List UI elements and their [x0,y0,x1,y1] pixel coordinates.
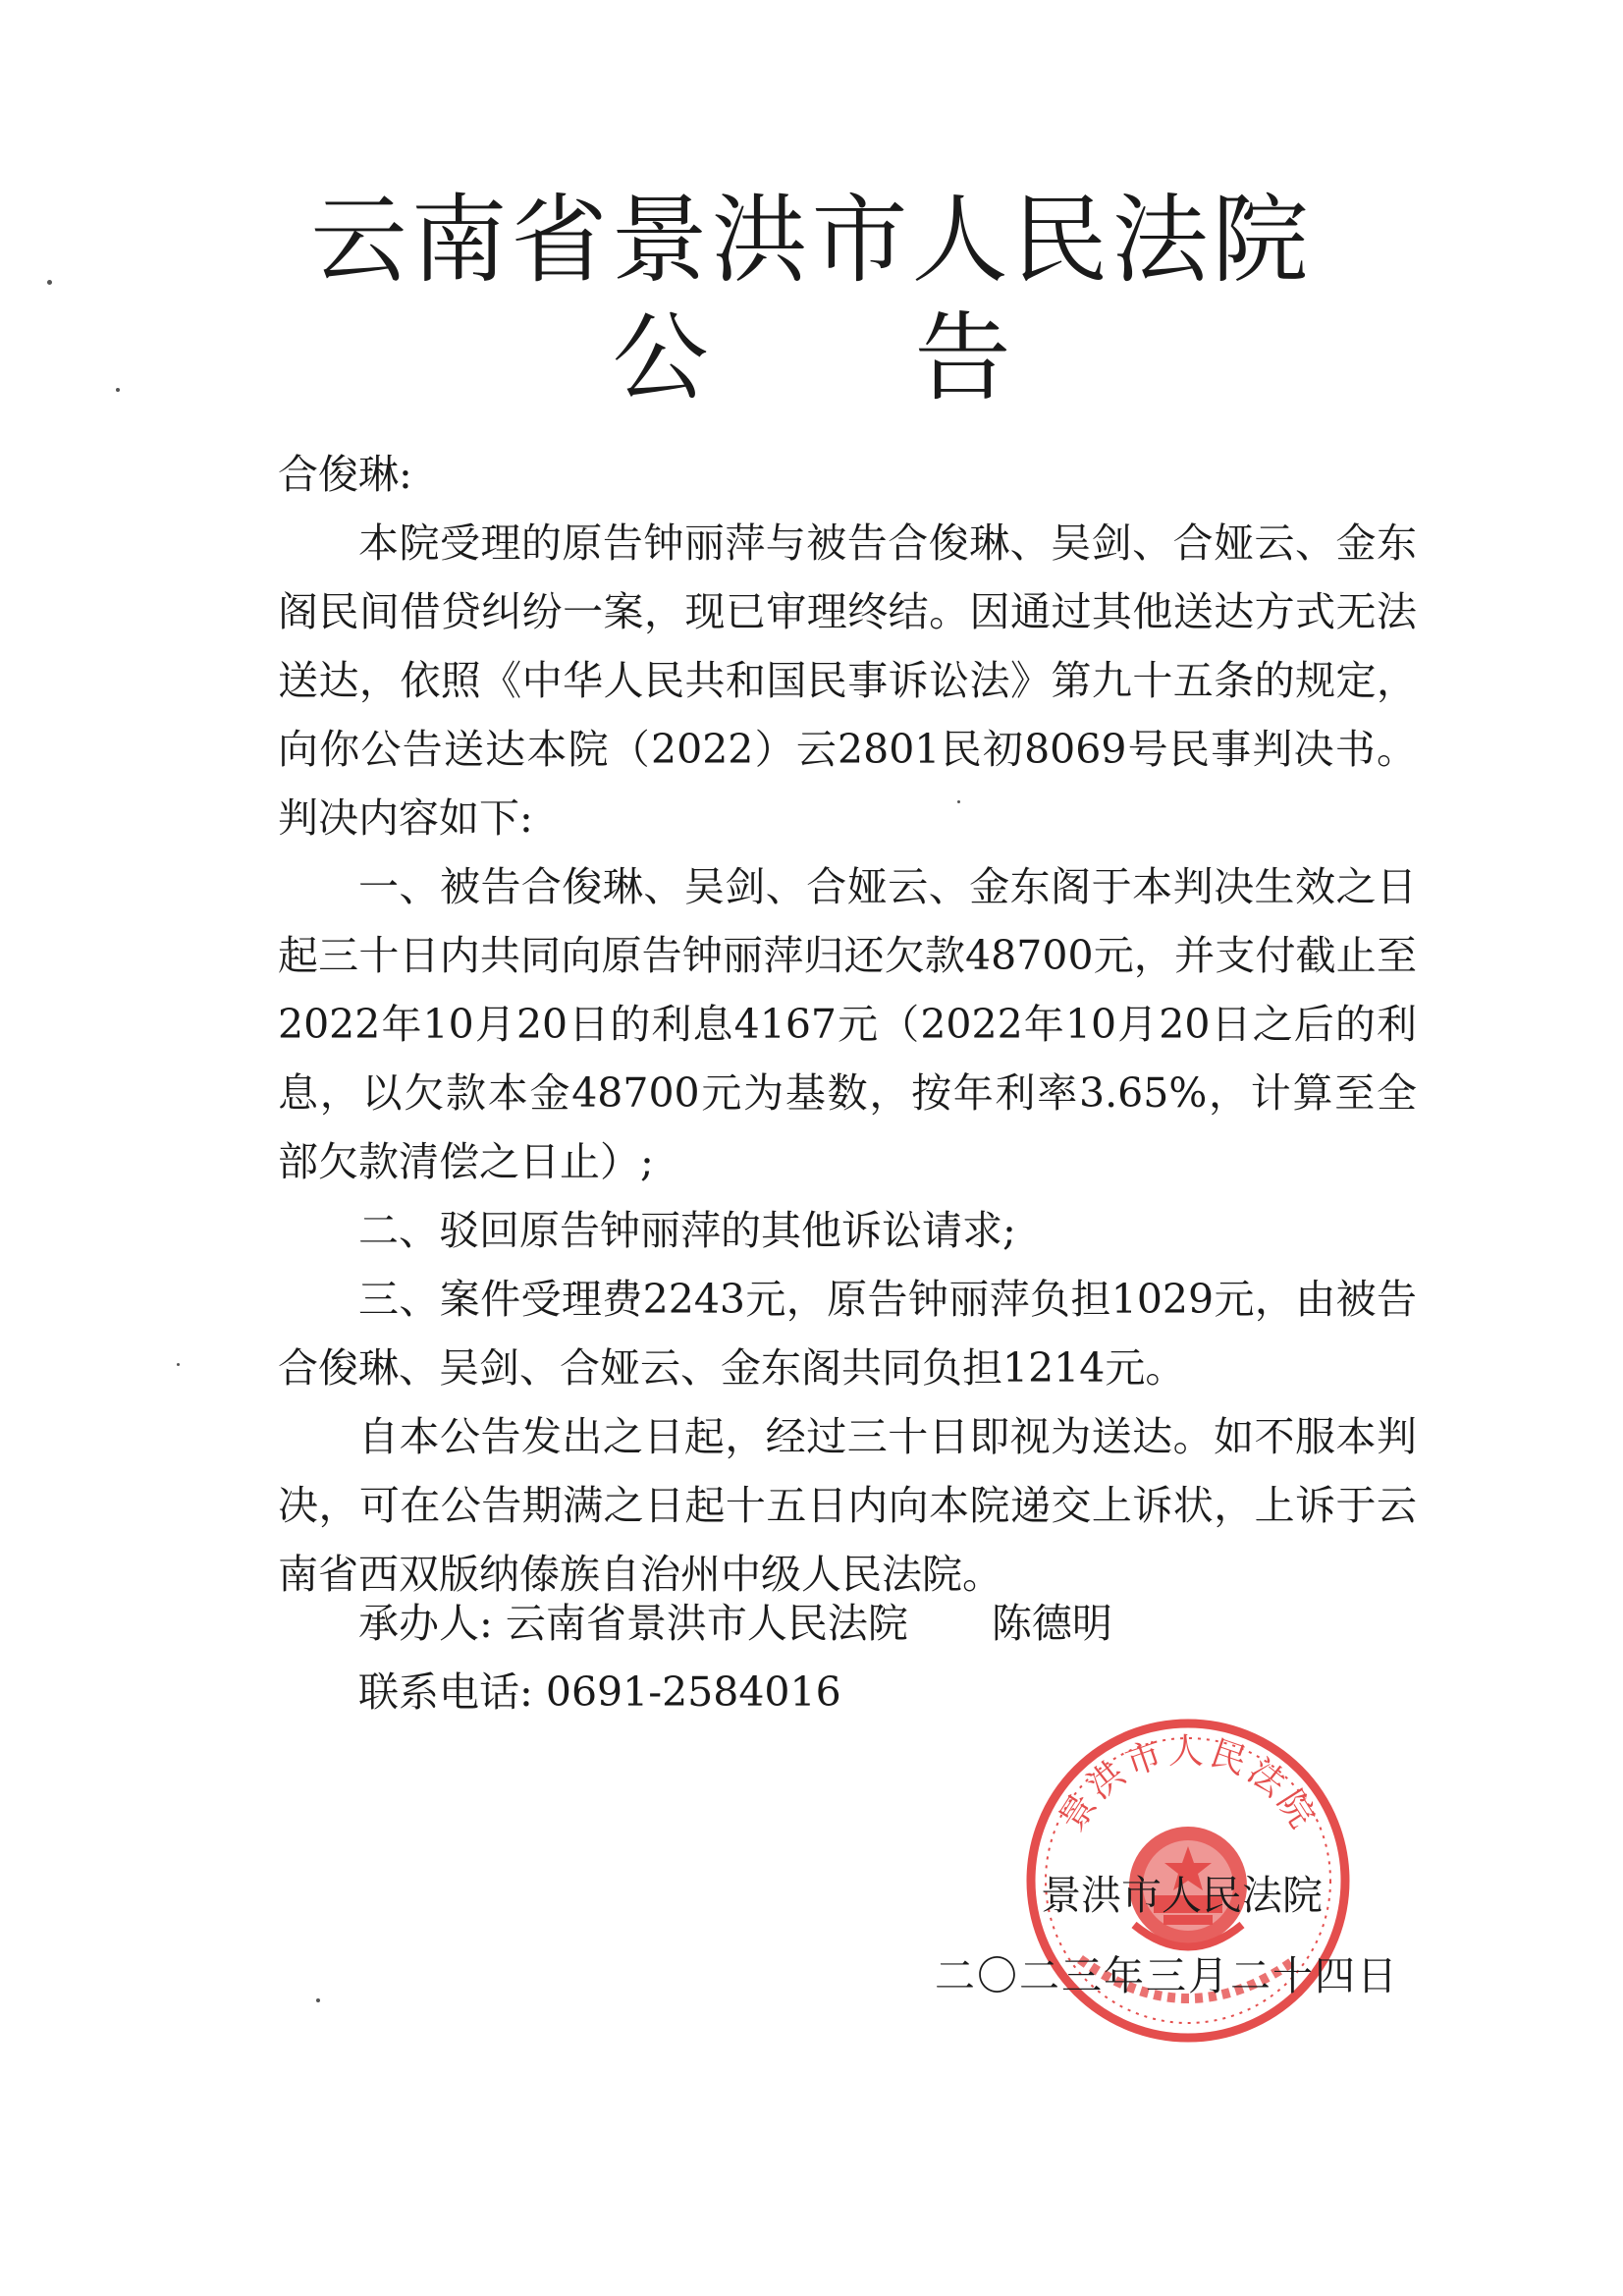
handler-label: 承办人: [358,1600,493,1647]
doc-type-char-2: 告 [914,302,1011,414]
signature-date: 二〇二三年三月二十四日 [935,1952,1399,1999]
notice-body [278,440,1417,1609]
court-title: 云南省景洪市人民法院 [310,185,1313,297]
scan-speck [47,280,52,285]
judgment-item-1: 一、被告合俊琳、吴剑、合娅云、金东阁于本判决生效之日起三十日内共同向原告钟丽萍归还欠款48700元，并支付截止至2022年10月20日的利息4167元（2022年10月20日之后的利息，以欠款本金48700元为基数，按年利率3.65%，计算至全部欠款清偿之日止）; [278,863,1417,1185]
contact-block [358,1589,1112,1726]
phone-label: 联系电话: [358,1668,533,1716]
document-type-title [0,300,1623,417]
paragraph-service-and-appeal: 自本公告发出之日起，经过三十日即视为送达。如不服本判决，可在公告期满之日起十五日内向本院递交上诉状，上诉于云南省西双版纳傣族自治州中级人民法院。 [278,1413,1417,1598]
scan-speck [116,388,120,392]
phone-line [358,1658,1112,1726]
phone-number: 0691-2584016 [545,1668,841,1716]
signature-court: 景洪市人民法院 [1041,1872,1323,1919]
seal-text: 景洪市人民法院 [1052,1731,1325,1838]
scan-speck [177,1363,180,1366]
doc-type-char-1: 公 [612,302,709,414]
handler-court: 云南省景洪市人民法院 [505,1600,908,1647]
scan-speck [316,1998,320,2002]
scan-speck [957,800,960,803]
handler-line [358,1589,1112,1658]
handler-name: 陈德明 [991,1600,1112,1647]
judgment-item-3: 三、案件受理费2243元，原告钟丽萍负担1029元，由被告合俊琳、吴剑、合娅云、金东阁共同负担1214元。 [278,1276,1417,1392]
paragraph-case-intro: 本院受理的原告钟丽萍与被告合俊琳、吴剑、合娅云、金东阁民间借贷纠纷一案，现已审理终结。因通过其他送达方式无法送达，依照《中华人民共和国民事诉讼法》第九十五条的规定，向你公告送达本院（2022）云2801民初8069号民事判决书。判决内容如下: [278,519,1417,842]
judgment-item-2: 二、驳回原告钟丽萍的其他诉讼请求; [358,1207,1016,1254]
addressee: 合俊琳: [278,451,412,498]
svg-text:景洪市人民法院 [1052,1731,1325,1838]
